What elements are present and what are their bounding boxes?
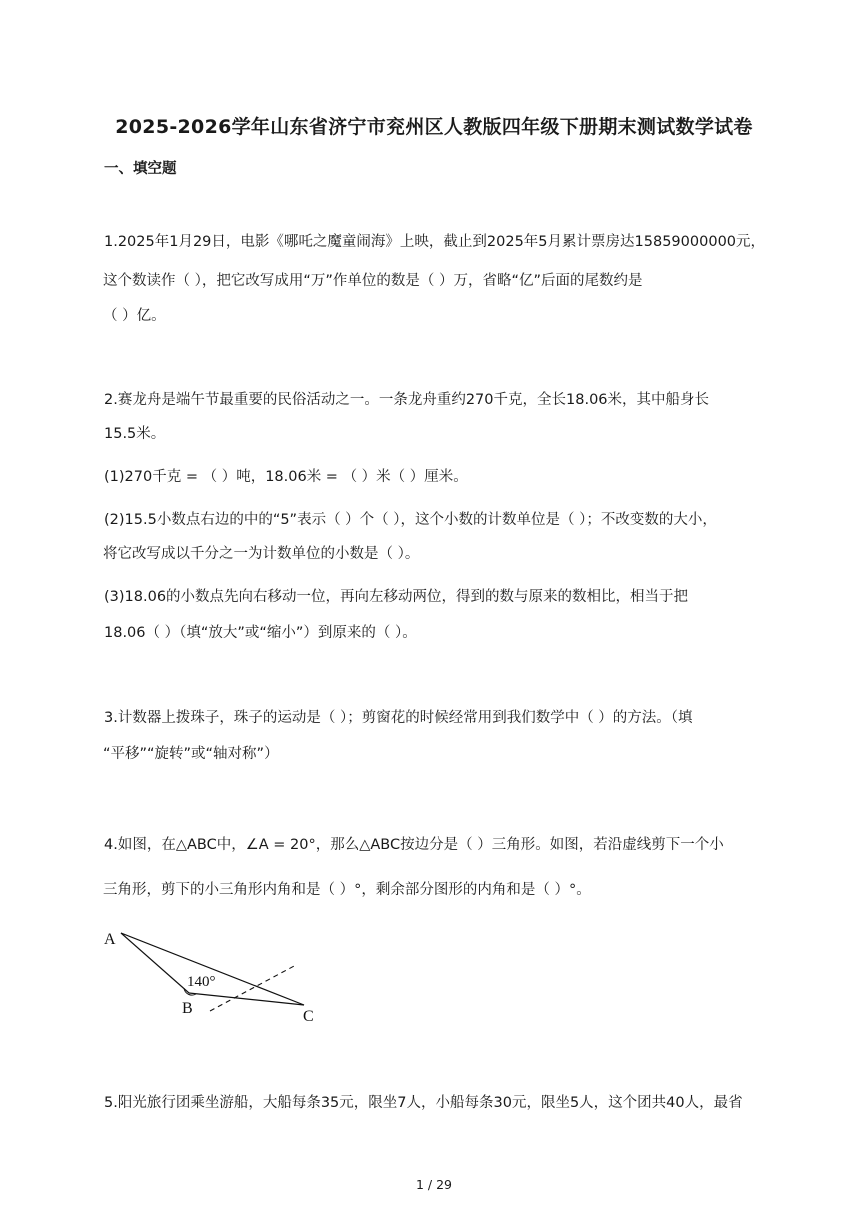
side-ab bbox=[121, 933, 189, 993]
q2-sub2-line-2: 将它改写成以千分之一为计数单位的小数是（ ）。 bbox=[103, 546, 420, 562]
q2-line-1: 2.赛龙舟是端午节最重要的民俗活动之一。一条龙舟重约270千克，全长18.06米，其中船身长 bbox=[104, 392, 710, 408]
page-number: 1 / 29 bbox=[415, 1177, 453, 1192]
q4-line-1: 4.如图，在△ABC中，∠A = 20°，那么△ABC按边分是（ ）三角形。如图，若沿虚线剪下一个小 bbox=[104, 837, 724, 853]
q2-sub3-line-1: (3)18.06的小数点先向右移动一位，再向左移动两位，得到的数与原来的数相比，相当于把 bbox=[104, 589, 689, 605]
q2-line-2: 15.5米。 bbox=[104, 426, 166, 442]
q1-line-3: （ ）亿。 bbox=[103, 308, 166, 324]
vertex-label-a: A bbox=[104, 931, 116, 948]
q4-line-2: 三角形，剪下的小三角形内角和是（ ）°，剩余部分图形的内角和是（ ）°。 bbox=[103, 882, 591, 898]
exam-title: 2025-2026学年山东省济宁市兖州区人教版四年级下册期末测试数学试卷 bbox=[115, 116, 753, 138]
q1-line-2: 这个数读作（ ），把它改写成用“万”作单位的数是（ ）万，省略“亿”后面的尾数约是 bbox=[103, 273, 643, 289]
vertex-label-c: C bbox=[303, 1008, 314, 1025]
q3-line-2: “平移”“旋转”或“轴对称”） bbox=[103, 746, 279, 762]
q2-sub2-line-1: (2)15.5小数点右边的中的“5”表示（ ）个（ ），这个小数的计数单位是（ ）；不改变数的大小， bbox=[104, 512, 717, 528]
cut-dashed-line bbox=[210, 965, 296, 1011]
side-ac bbox=[121, 933, 304, 1005]
vertex-label-b: B bbox=[182, 1000, 193, 1017]
triangle-figure bbox=[100, 922, 340, 1032]
angle-label-140: 140° bbox=[187, 974, 216, 990]
q2-sub3-line-2: 18.06（ ）（填“放大”或“缩小”）到原来的（ ）。 bbox=[104, 625, 417, 641]
section-heading-fill-in: 一、填空题 bbox=[104, 161, 177, 177]
side-bc bbox=[189, 993, 304, 1005]
q1-line-1: 1.2025年1月29日，电影《哪吒之魔童闹海》上映，截止到2025年5月累计票房达15859000000元， bbox=[104, 234, 766, 250]
q5-line-1: 5.阳光旅行团乘坐游船，大船每条35元，限坐7人，小船每条30元，限坐5人，这个团共40人，最省 bbox=[104, 1095, 743, 1111]
q3-line-1: 3.计数器上拨珠子，珠子的运动是（ ）；剪窗花的时候经常用到我们数学中（ ）的方法。（填 bbox=[104, 710, 693, 726]
q2-sub1: (1)270千克 = （ ）吨，18.06米 = （ ）米（ ）厘米。 bbox=[104, 469, 468, 485]
